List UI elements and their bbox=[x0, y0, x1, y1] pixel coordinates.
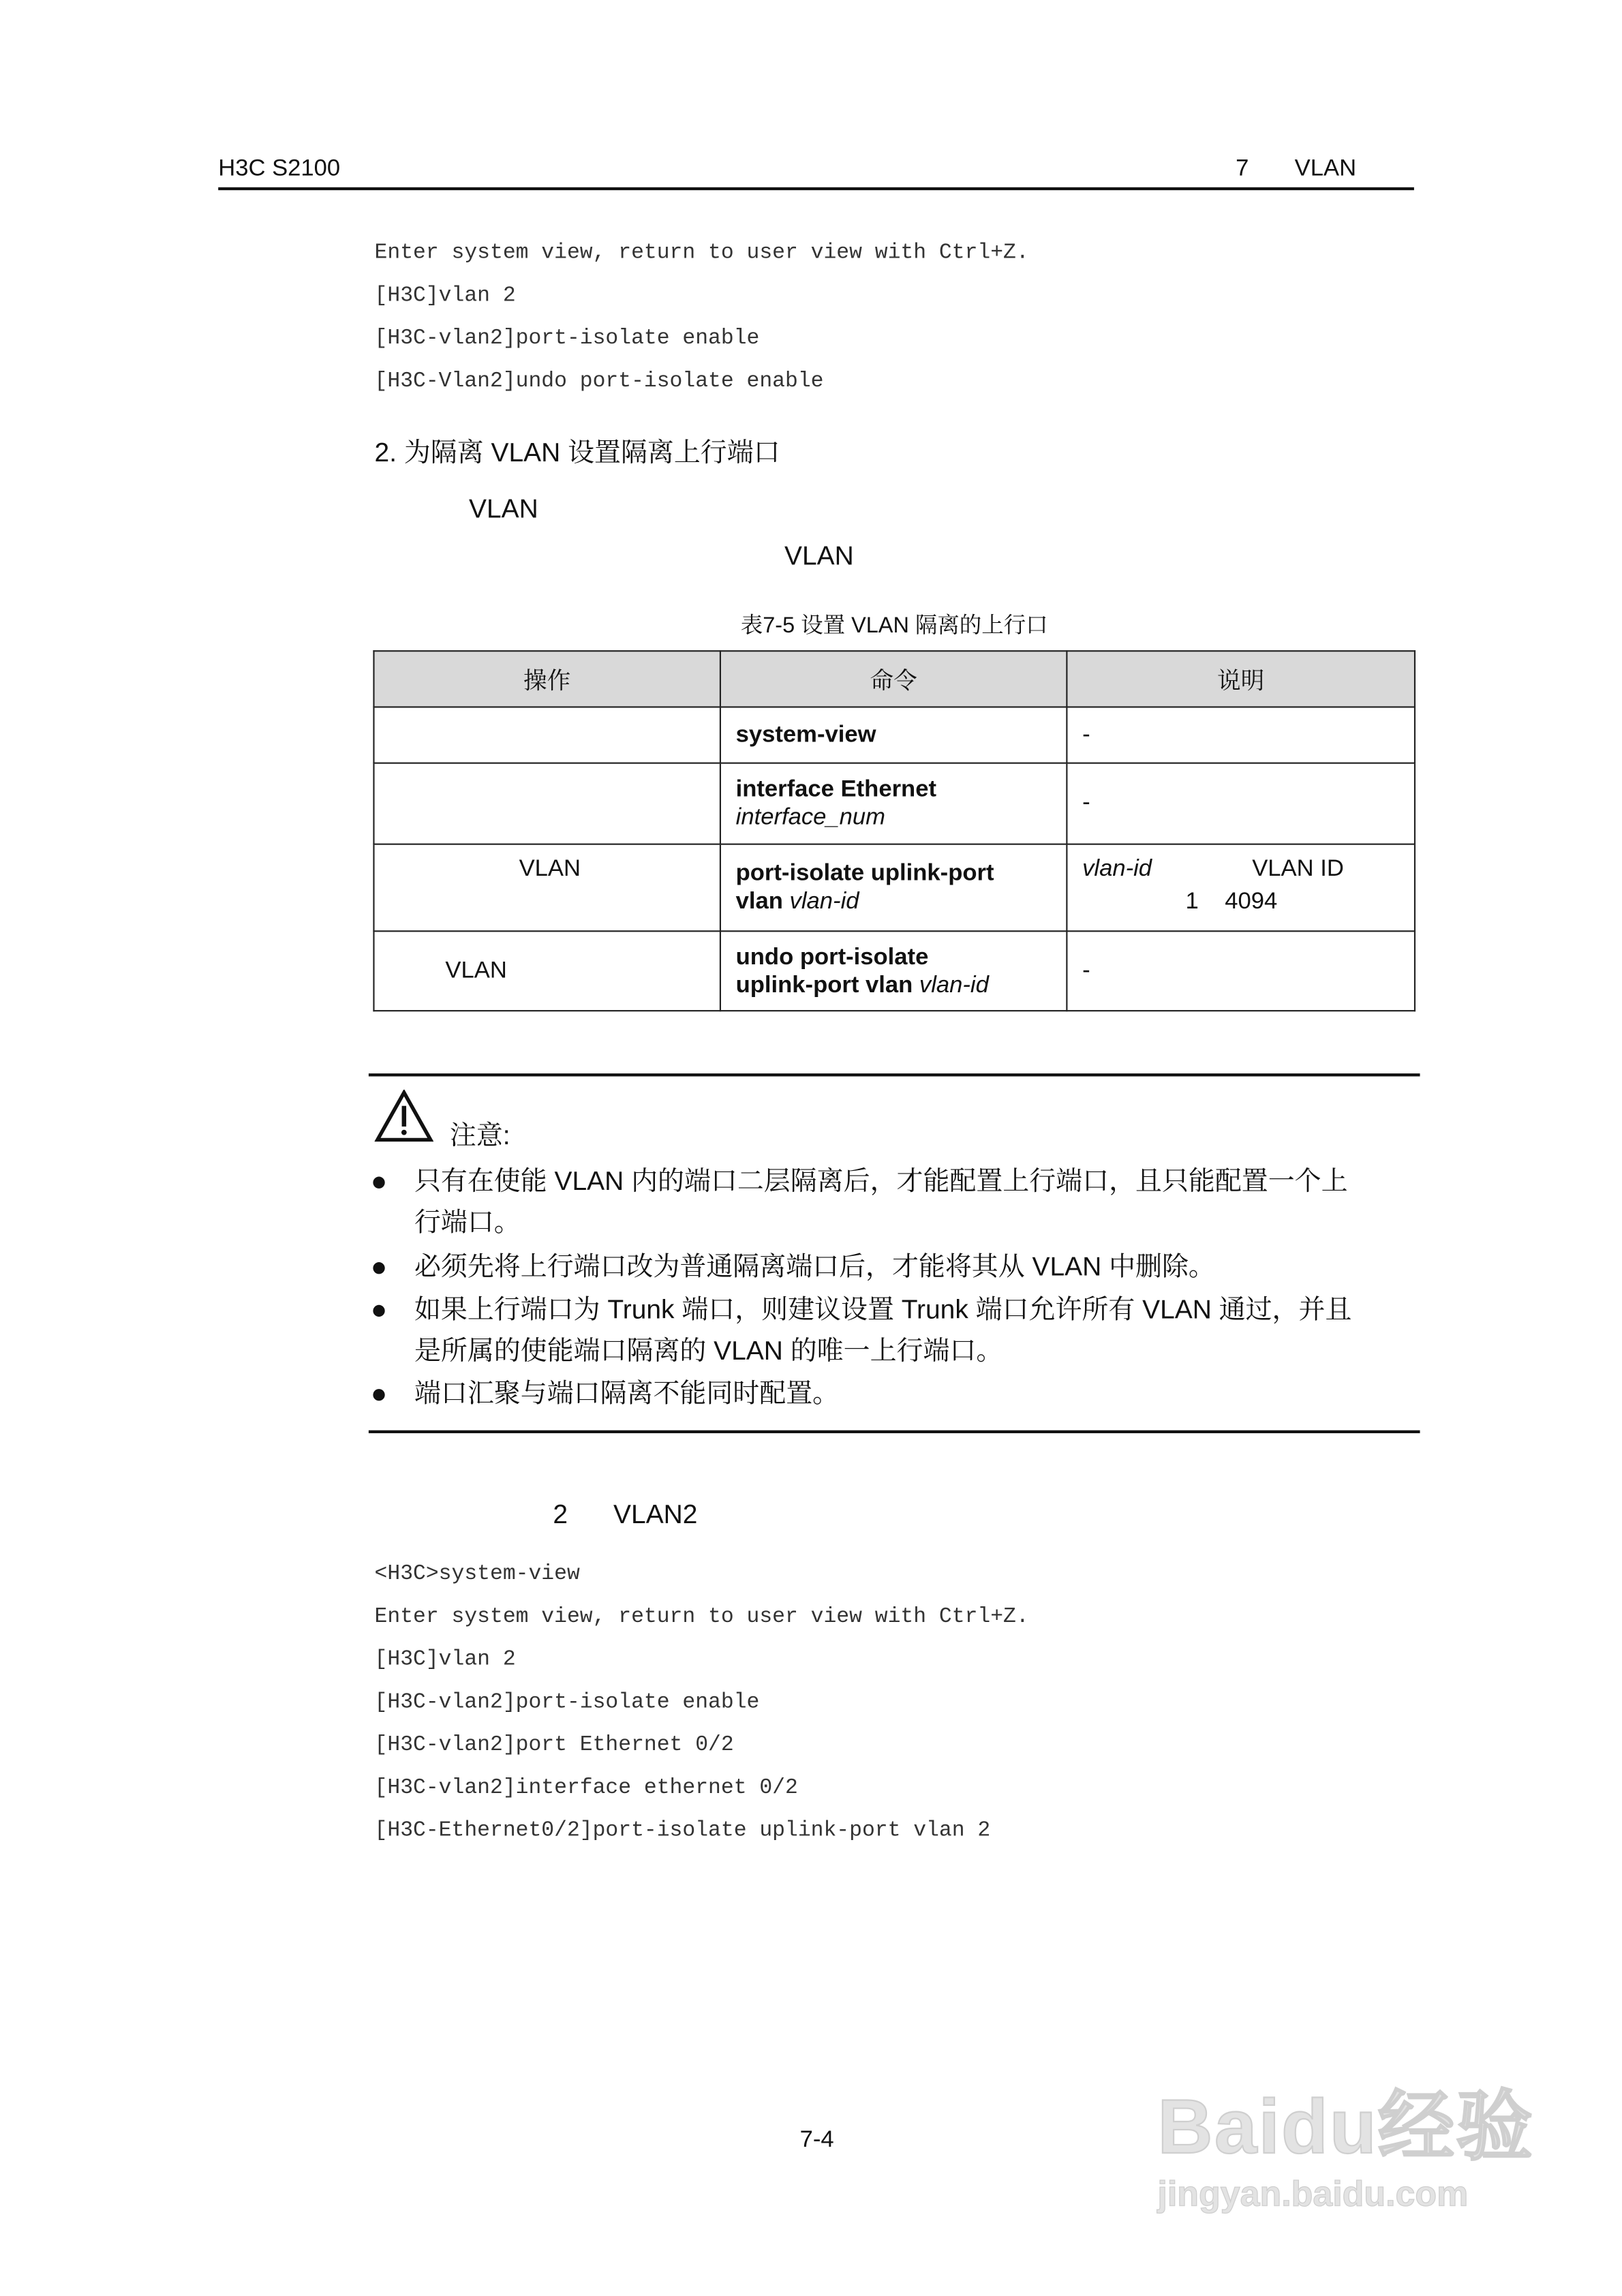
table-row bbox=[373, 763, 1415, 844]
header-chapter-title: VLAN bbox=[1294, 156, 1357, 182]
code-line: Enter system view, return to user view with Ctrl+Z. bbox=[374, 241, 1029, 266]
bullet-icon bbox=[373, 1389, 384, 1400]
bullet-icon bbox=[373, 1262, 384, 1274]
table-header-row bbox=[373, 651, 1415, 707]
note-bullet-text: 端口汇聚与端口隔离不能同时配置。 bbox=[414, 1378, 840, 1409]
note-bullet-text: 必须先将上行端口改为普通隔离端口后，才能将其从 VLAN 中删除。 bbox=[414, 1251, 1215, 1282]
cmd-text: undo port-isolate bbox=[735, 944, 929, 970]
desc-param: vlan-id bbox=[1082, 857, 1152, 882]
table-row bbox=[373, 931, 1415, 1011]
watermark-url: jingyan.baidu.com bbox=[1157, 2175, 1469, 2215]
column-header: 说明 bbox=[1067, 651, 1415, 707]
page-number: 7-4 bbox=[799, 2128, 834, 2153]
table-row bbox=[373, 707, 1415, 763]
desc-cell: - bbox=[1067, 763, 1415, 844]
code-line: [H3C-vlan2]port Ethernet 0/2 bbox=[374, 1734, 734, 1758]
desc-cell: - bbox=[1067, 707, 1415, 763]
code-line: <H3C>system-view bbox=[374, 1563, 580, 1587]
table-caption: 表7-5 设置 VLAN 隔离的上行口 bbox=[740, 613, 1048, 639]
code-line: [H3C-Ethernet0/2]port-isolate uplink-port vlan 2 bbox=[374, 1819, 991, 1843]
desc-cell bbox=[1067, 844, 1415, 932]
header-rule bbox=[218, 187, 1414, 190]
baidu-watermark bbox=[1157, 2064, 1534, 2216]
code-line: Enter system view, return to user view with Ctrl+Z. bbox=[374, 1606, 1029, 1629]
column-header: 命令 bbox=[720, 651, 1067, 707]
cmd-cell bbox=[720, 844, 1067, 932]
cmd-text: port-isolate uplink-port bbox=[735, 861, 994, 887]
op-cell bbox=[373, 763, 720, 844]
command-table bbox=[373, 650, 1416, 1011]
cmd-param: vlan-id bbox=[789, 889, 859, 915]
desc-text: VLAN ID bbox=[1252, 857, 1344, 882]
note-top-rule bbox=[369, 1073, 1420, 1076]
paragraph-fragment: VLAN bbox=[469, 493, 538, 524]
note-bullet-text: 只有在使能 VLAN 内的端口二层隔离后，才能配置上行端口，且只能配置一个上 bbox=[414, 1166, 1348, 1196]
note-bottom-rule bbox=[369, 1430, 1420, 1433]
example-title: VLAN2 bbox=[613, 1499, 698, 1529]
section-heading: 2. 为隔离 VLAN 设置隔离上行端口 bbox=[374, 438, 780, 468]
bullet-icon bbox=[373, 1177, 384, 1189]
cmd-text: interface Ethernet bbox=[735, 777, 936, 802]
op-cell: VLAN bbox=[373, 844, 720, 932]
warning-icon bbox=[375, 1090, 434, 1143]
paragraph-fragment: VLAN bbox=[784, 541, 854, 571]
cmd-cell bbox=[720, 707, 1067, 763]
code-line: [H3C-vlan2]interface ethernet 0/2 bbox=[374, 1777, 798, 1801]
code-line: [H3C]vlan 2 bbox=[374, 284, 516, 309]
example-number: 2 bbox=[553, 1499, 568, 1529]
cmd-text: system-view bbox=[735, 722, 876, 747]
note-title: 注意: bbox=[449, 1120, 510, 1150]
bullet-icon bbox=[373, 1305, 384, 1317]
desc-cell: - bbox=[1067, 931, 1415, 1011]
cmd-param: interface_num bbox=[735, 805, 886, 831]
header-product: H3C S2100 bbox=[218, 156, 341, 182]
column-header: 操作 bbox=[373, 651, 720, 707]
cmd-cell bbox=[720, 763, 1067, 844]
cmd-param: vlan-id bbox=[919, 972, 989, 998]
cmd-cell bbox=[720, 931, 1067, 1011]
watermark-brand: Baidu经验 bbox=[1157, 2085, 1535, 2171]
op-cell bbox=[373, 707, 720, 763]
code-line: [H3C-vlan2]port-isolate enable bbox=[374, 327, 760, 351]
op-cell: VLAN bbox=[373, 931, 720, 1011]
code-line: [H3C]vlan 2 bbox=[374, 1648, 516, 1672]
note-bullet-text: 是所属的使能端口隔离的 VLAN 的唯一上行端口。 bbox=[414, 1336, 1003, 1366]
note-bullet-text: 行端口。 bbox=[414, 1207, 521, 1238]
cmd-text: uplink-port vlan bbox=[735, 972, 913, 998]
desc-range: 1 4094 bbox=[1185, 889, 1278, 915]
code-line: [H3C-Vlan2]undo port-isolate enable bbox=[374, 370, 824, 394]
cmd-text: vlan bbox=[735, 889, 783, 915]
note-bullet-text: 如果上行端口为 Trunk 端口，则建议设置 Trunk 端口允许所有 VLAN 通过，并且 bbox=[414, 1294, 1352, 1324]
header-chapter-number: 7 bbox=[1236, 156, 1249, 182]
code-line: [H3C-vlan2]port-isolate enable bbox=[374, 1691, 760, 1715]
table-row bbox=[373, 844, 1415, 932]
